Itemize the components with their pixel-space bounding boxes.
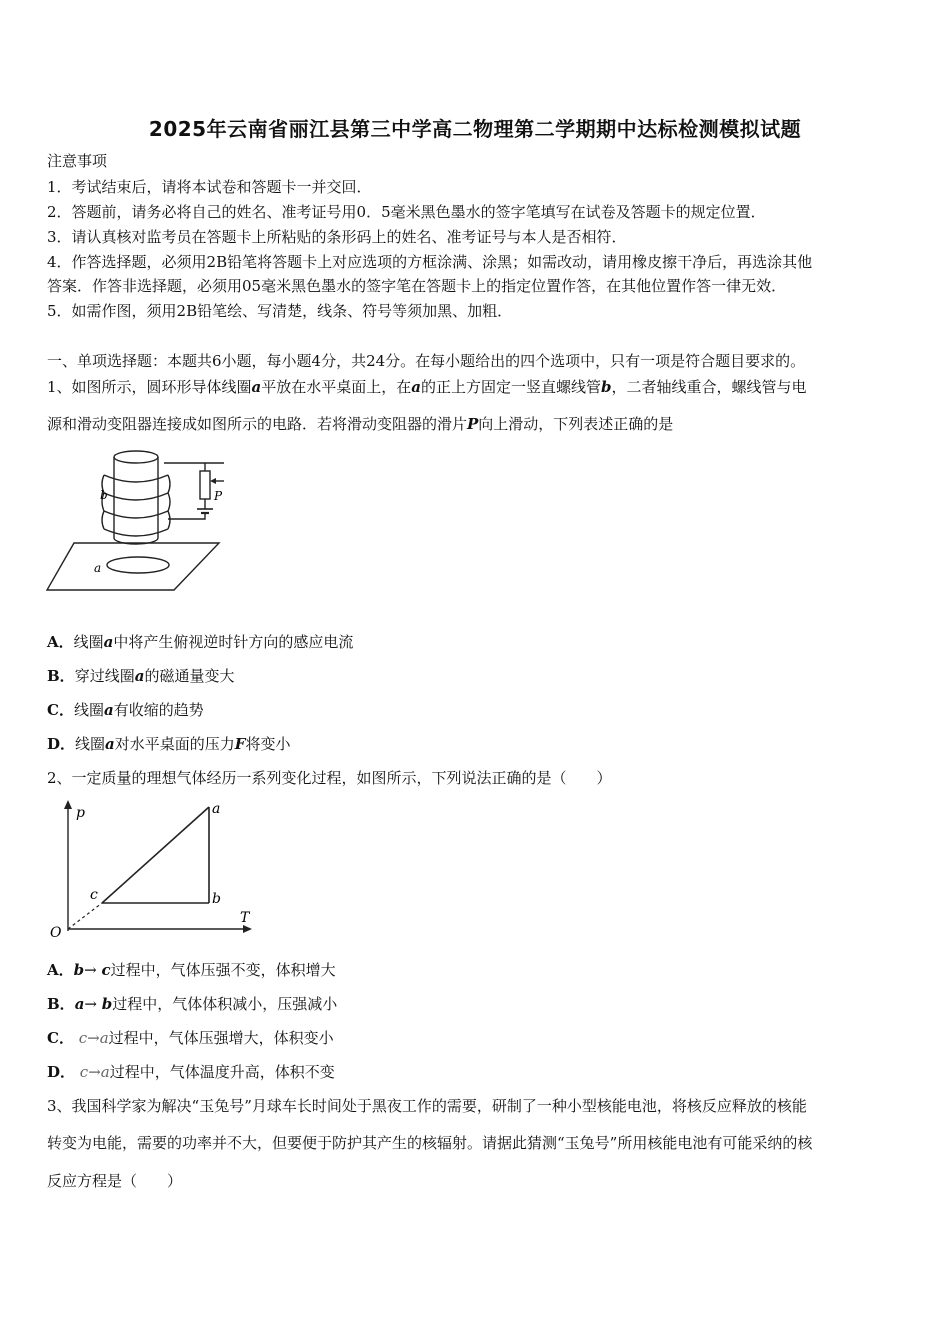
- q1-var: a: [411, 378, 422, 396]
- option-letter: C．: [47, 701, 74, 719]
- option-var: a: [134, 667, 145, 685]
- section-heading: 一、单项选择题：本题共6小题，每小题4分，共24分。在每小题给出的四个选项中，只有一项是符合题目要求的。: [47, 352, 806, 370]
- option-var: a: [103, 633, 114, 651]
- option-text: 穿过线圈: [74, 667, 135, 685]
- label-p-axis: p: [76, 805, 85, 821]
- option-text: 将变小: [245, 735, 291, 753]
- option-var: a: [105, 735, 115, 753]
- label-state-c: c: [90, 887, 98, 903]
- q1-text: 平放在水平桌面上，在: [261, 378, 412, 396]
- option-text: 过程中，气体体积减小，压强减小: [112, 995, 338, 1013]
- q1-text: 的正上方固定一竖直螺线管: [421, 378, 602, 396]
- option-text: 对水平桌面的压力: [114, 735, 235, 753]
- notice-item: 4．作答选择题，必须用2B铅笔将答题卡上对应选项的方框涂满、涂黑；如需改动，请用橡皮擦干净后，再选涂其他: [47, 253, 813, 271]
- label-state-a: a: [212, 801, 221, 817]
- q1-option-a: [47, 632, 353, 652]
- arrow-icon: →: [84, 961, 97, 979]
- option-var: c: [101, 961, 111, 979]
- option-var: b: [101, 995, 113, 1013]
- option-text: 过程中，气体压强增大，体积变小: [108, 1029, 334, 1047]
- option-var: c: [78, 1029, 88, 1047]
- option-letter: A．: [47, 961, 74, 979]
- option-text: 线圈: [75, 735, 106, 753]
- arrow-icon: →: [87, 1029, 100, 1047]
- question-3-line-1: 3、我国科学家为解决“玉兔号”月球车长时间处于黑夜工作的需要，研制了一种小型核能电池，将核反应释放的核能: [47, 1097, 807, 1115]
- question-1-line-2: [47, 414, 673, 434]
- option-letter: A．: [47, 633, 74, 651]
- option-text: 过程中，气体压强不变，体积增大: [110, 961, 336, 979]
- q2-option-c: [47, 1028, 334, 1048]
- q2-option-a: [47, 960, 336, 980]
- option-letter: C．: [47, 1029, 74, 1047]
- label-b: b: [100, 488, 108, 502]
- notice-item: 3．请认真核对监考员在答题卡上所粘贴的条形码上的姓名、准考证号与本人是否相符．: [47, 228, 627, 246]
- notice-item: 1．考试结束后，请将本试卷和答题卡一并交回．: [47, 178, 372, 196]
- q1-text: 向上滑动，下列表述正确的是: [478, 415, 674, 433]
- notice-heading: 注意事项: [47, 152, 108, 170]
- circuit-wire-top: [164, 463, 224, 481]
- option-text: 线圈: [73, 633, 104, 651]
- q1-var: P: [467, 415, 479, 433]
- p-t-graph: [44, 795, 259, 943]
- notice-item: 答案．作答非选择题，必须用05毫米黑色墨水的签字笔在答题卡上的指定位置作答，在其他位置作答一律无效．: [47, 277, 787, 295]
- slider-arrow: [210, 478, 216, 484]
- q2-option-b: [47, 994, 337, 1014]
- option-text: 中将产生俯视逆时针方向的感应电流: [113, 633, 354, 651]
- question-1-line-1: [47, 377, 807, 397]
- q1-var: b: [601, 378, 612, 396]
- arrow-icon: →: [84, 995, 97, 1013]
- option-var: a: [99, 1029, 109, 1047]
- solenoid-top: [114, 451, 158, 463]
- dashed-origin-line: [68, 903, 102, 929]
- question-3-line-3: 反应方程是（ ）: [47, 1172, 183, 1190]
- p-axis-arrow: [64, 800, 72, 809]
- q1-option-b: [47, 666, 234, 686]
- label-p: P: [214, 489, 223, 503]
- option-text: 线圈: [73, 701, 104, 719]
- option-var: F: [234, 735, 246, 753]
- option-letter: D．: [47, 735, 76, 753]
- option-var: a: [103, 701, 114, 719]
- option-var: a: [100, 1063, 110, 1081]
- label-a: a: [94, 561, 102, 575]
- option-letter: D．: [47, 1063, 76, 1081]
- coil-a: [107, 557, 169, 573]
- notice-item: 2．答题前，请务必将自己的姓名、准考证号用0．5毫米黑色墨水的签字笔填写在试卷及答题卡的规定位置．: [47, 203, 766, 221]
- t-axis-arrow: [243, 925, 252, 933]
- option-text: 过程中，气体温度升高，体积不变: [109, 1063, 335, 1081]
- option-letter: B．: [47, 667, 75, 685]
- table-plane: [47, 543, 219, 590]
- solenoid-windings: [102, 475, 170, 536]
- label-t-axis: T: [240, 910, 250, 926]
- option-var: b: [73, 961, 85, 979]
- q1-text: 源和滑动变阻器连接成如图所示的电路．若将滑动变阻器的滑片: [47, 415, 468, 433]
- rheostat: [200, 471, 210, 499]
- page-title: 2025年云南省丽江县第三中学高二物理第二学期期中达标检测模拟试题: [148, 117, 802, 141]
- q1-option-c: [47, 700, 204, 720]
- q1-text: ，二者轴线重合，螺线管与电: [611, 378, 807, 396]
- solenoid-coil-figure: [44, 443, 224, 593]
- option-var: a: [74, 995, 85, 1013]
- circuit-wire-bottom: [168, 513, 205, 519]
- option-text: 有收缩的趋势: [113, 701, 204, 719]
- arrow-icon: →: [88, 1063, 101, 1081]
- q1-var: a: [251, 378, 262, 396]
- label-state-b: b: [212, 891, 221, 907]
- question-2-stem: 2、一定质量的理想气体经历一系列变化过程，如图所示，下列说法正确的是（ ）: [47, 769, 612, 787]
- q1-option-d: [47, 734, 290, 754]
- line-c-a: [102, 807, 209, 903]
- option-var: c: [79, 1063, 89, 1081]
- q2-option-d: [47, 1062, 335, 1082]
- label-origin: O: [50, 925, 62, 941]
- option-letter: B．: [47, 995, 75, 1013]
- question-3-line-2: 转变为电能，需要的功率并不大，但要便于防护其产生的核辐射。请据此猜测“玉兔号”所用核能电池有可能采纳的核: [47, 1134, 813, 1152]
- q1-text: 1、如图所示，圆环形导体线圈: [47, 378, 252, 396]
- notice-item: 5．如需作图，须用2B铅笔绘、写清楚，线条、符号等须加黑、加粗．: [47, 302, 513, 320]
- option-text: 的磁通量变大: [144, 667, 235, 685]
